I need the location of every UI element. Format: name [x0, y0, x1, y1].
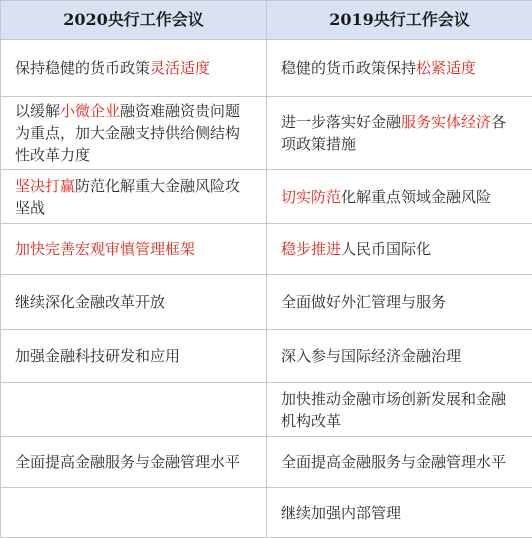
cell-text: 加快推动金融市场创新发展和金融机构改革 [281, 390, 506, 430]
cell-text: 人民币国际化 [341, 240, 431, 258]
table-row [1, 224, 532, 275]
cell-2020 [1, 224, 267, 275]
highlight-text: 灵活适度 [150, 59, 210, 77]
cell-text: 继续深化金融改革开放 [15, 293, 165, 311]
cell-2019 [267, 170, 532, 224]
header-2020: 2020央行工作会议 [1, 1, 267, 40]
cell-text: 融资难融资贵问题为重点，加大金融支持供给侧结构性改革力度 [15, 102, 240, 164]
cell-2020 [1, 170, 267, 224]
cell-text: 深入参与国际经济金融治理 [281, 347, 461, 365]
highlight-text: 加快完善宏观审慎管理框架 [15, 240, 195, 258]
highlight-text: 小微企业 [60, 102, 120, 120]
cell-text: 加强金融科技研发和应用 [15, 347, 180, 365]
cell-2020 [1, 97, 267, 170]
table-row [1, 437, 532, 488]
cell-2019 [267, 383, 532, 437]
cell-text: 全面提高金融服务与金融管理水平 [15, 453, 240, 471]
highlight-text: 松紧适度 [416, 59, 476, 77]
cell-2019 [267, 488, 532, 538]
cell-2019 [267, 40, 532, 97]
cell-text: 防范化解重大金融风险攻坚战 [15, 177, 240, 217]
table-header-row [1, 1, 532, 40]
cell-2020-empty [1, 383, 267, 437]
cell-2019 [267, 224, 532, 275]
cell-text: 化解重点领域金融风险 [341, 188, 491, 206]
table-row [1, 170, 532, 224]
table-row [1, 488, 532, 538]
cell-text: 保持稳健的货币政策 [15, 59, 150, 77]
table-row [1, 40, 532, 97]
table-row [1, 275, 532, 330]
table-row [1, 383, 532, 437]
cell-text: 各项政策措施 [281, 113, 506, 153]
highlight-text: 服务实体经济 [401, 113, 491, 131]
table-row [1, 97, 532, 170]
cell-2020 [1, 330, 267, 383]
cell-2019 [267, 330, 532, 383]
cell-2020 [1, 40, 267, 97]
header-2019: 2019央行工作会议 [267, 1, 532, 40]
cell-2020 [1, 437, 267, 488]
cell-2019 [267, 437, 532, 488]
cell-text: 进一步落实好金融 [281, 113, 401, 131]
cell-text: 全面提高金融服务与金融管理水平 [281, 453, 506, 471]
cell-text: 继续加强内部管理 [281, 504, 401, 522]
cell-2019 [267, 97, 532, 170]
cell-text: 全面做好外汇管理与服务 [281, 293, 446, 311]
highlight-text: 稳步推进 [281, 240, 341, 258]
table-row [1, 330, 532, 383]
highlight-text: 切实防范 [281, 188, 341, 206]
cell-text: 稳健的货币政策保持 [281, 59, 416, 77]
cell-2020 [1, 275, 267, 330]
highlight-text: 坚决打赢 [15, 177, 75, 195]
cell-text: 以缓解 [15, 102, 60, 120]
cell-2020-empty [1, 488, 267, 538]
cell-2019 [267, 275, 532, 330]
